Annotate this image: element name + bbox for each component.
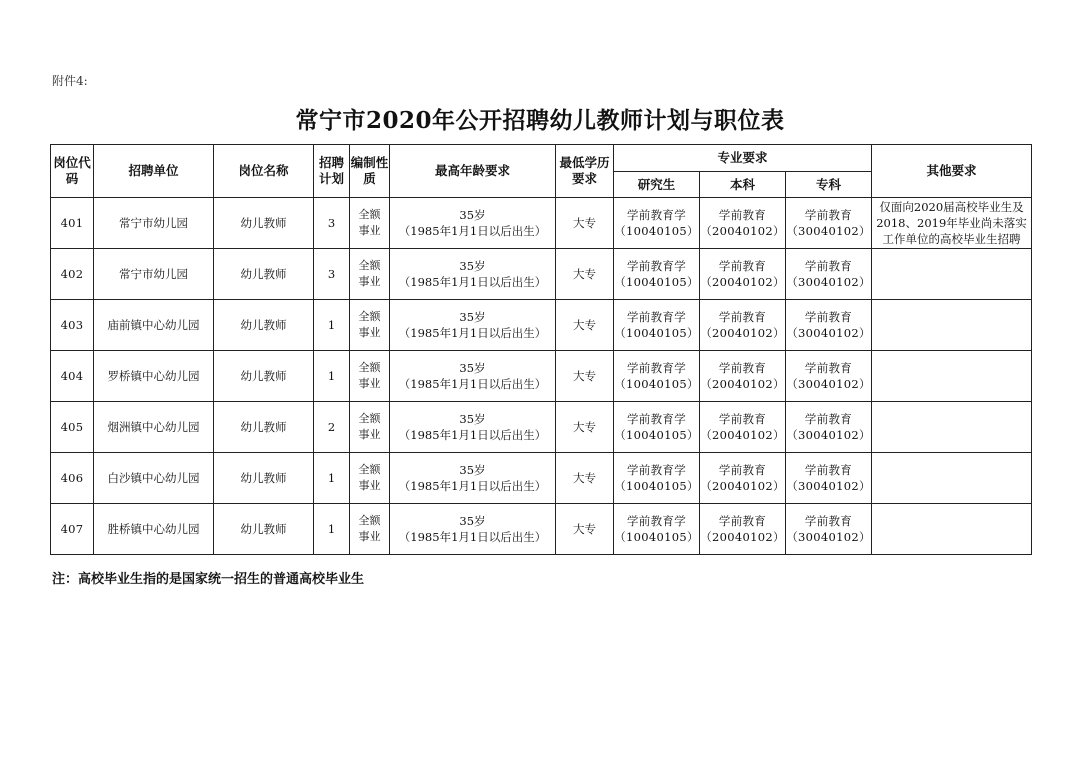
cell-age — [390, 402, 556, 453]
cell-plan: 3 — [314, 249, 350, 300]
header-major-bachelor: 本科 — [700, 172, 786, 198]
header-nature: 编制性质 — [350, 145, 390, 198]
cell-unit: 烟洲镇中心幼儿园 — [94, 402, 214, 453]
table-header-row — [51, 145, 1032, 172]
cell-other — [872, 504, 1032, 555]
header-code: 岗位代码 — [51, 145, 94, 198]
cell-unit: 常宁市幼儿园 — [94, 249, 214, 300]
major-name: 学前教育 — [804, 259, 853, 273]
cell-major-graduate — [614, 351, 700, 402]
cell-major-bachelor — [700, 504, 786, 555]
cell-major-graduate — [614, 402, 700, 453]
major-code: （10040105） — [614, 377, 699, 391]
cell-major-bachelor — [700, 300, 786, 351]
header-position: 岗位名称 — [214, 145, 314, 198]
cell-age — [390, 453, 556, 504]
birth-date-limit: （1985年1月1日以后出生） — [398, 224, 547, 238]
cell-major-college — [786, 453, 872, 504]
cell-major-bachelor — [700, 249, 786, 300]
cell-age — [390, 504, 556, 555]
birth-date-limit: （1985年1月1日以后出生） — [398, 275, 547, 289]
cell-nature: 全额事业 — [350, 504, 390, 555]
age-limit: 35岁 — [459, 412, 486, 426]
major-code: （10040105） — [614, 428, 699, 442]
cell-position: 幼儿教师 — [214, 198, 314, 249]
major-name: 学前教育学 — [627, 208, 686, 222]
cell-unit: 庙前镇中心幼儿园 — [94, 300, 214, 351]
table-row — [51, 504, 1032, 555]
cell-plan: 1 — [314, 504, 350, 555]
cell-major-graduate — [614, 504, 700, 555]
major-name: 学前教育 — [718, 412, 767, 426]
major-name: 学前教育学 — [627, 310, 686, 324]
cell-age — [390, 351, 556, 402]
cell-code: 405 — [51, 402, 94, 453]
cell-major-bachelor — [700, 198, 786, 249]
cell-major-bachelor — [700, 351, 786, 402]
header-unit: 招聘单位 — [94, 145, 214, 198]
major-code: （10040105） — [614, 479, 699, 493]
cell-major-college — [786, 402, 872, 453]
cell-major-bachelor — [700, 402, 786, 453]
age-limit: 35岁 — [459, 514, 486, 528]
cell-age — [390, 198, 556, 249]
cell-other — [872, 453, 1032, 504]
major-code: （30040102） — [786, 428, 871, 442]
major-code: （10040105） — [614, 530, 699, 544]
cell-other — [872, 351, 1032, 402]
cell-position: 幼儿教师 — [214, 249, 314, 300]
major-code: （20040102） — [700, 530, 785, 544]
birth-date-limit: （1985年1月1日以后出生） — [398, 428, 547, 442]
major-name: 学前教育学 — [627, 412, 686, 426]
table-row — [51, 198, 1032, 249]
major-code: （10040105） — [614, 326, 699, 340]
cell-other: 仅面向2020届高校毕业生及2018、2019年毕业尚未落实工作单位的高校毕业生招聘 — [872, 198, 1032, 249]
major-code: （20040102） — [700, 479, 785, 493]
cell-code: 407 — [51, 504, 94, 555]
major-code: （20040102） — [700, 428, 785, 442]
cell-nature: 全额事业 — [350, 402, 390, 453]
footnote: 注：高校毕业生指的是国家统一招生的普通高校毕业生 — [52, 572, 365, 587]
major-code: （20040102） — [700, 377, 785, 391]
major-code: （30040102） — [786, 326, 871, 340]
table-row — [51, 402, 1032, 453]
cell-education: 大专 — [556, 300, 614, 351]
cell-code: 401 — [51, 198, 94, 249]
cell-nature: 全额事业 — [350, 249, 390, 300]
major-name: 学前教育 — [804, 310, 853, 324]
major-name: 学前教育 — [804, 514, 853, 528]
header-major: 专业要求 — [614, 145, 872, 172]
cell-education: 大专 — [556, 351, 614, 402]
major-code: （30040102） — [786, 530, 871, 544]
attachment-label: 附件4: — [52, 74, 88, 88]
table-row — [51, 453, 1032, 504]
major-name: 学前教育 — [804, 463, 853, 477]
cell-major-college — [786, 300, 872, 351]
header-major-college: 专科 — [786, 172, 872, 198]
cell-major-college — [786, 249, 872, 300]
cell-age — [390, 249, 556, 300]
major-name: 学前教育 — [718, 310, 767, 324]
cell-other — [872, 249, 1032, 300]
cell-education: 大专 — [556, 249, 614, 300]
cell-plan: 1 — [314, 453, 350, 504]
major-name: 学前教育 — [804, 208, 853, 222]
birth-date-limit: （1985年1月1日以后出生） — [398, 326, 547, 340]
major-name: 学前教育学 — [627, 514, 686, 528]
major-name: 学前教育学 — [627, 463, 686, 477]
cell-code: 406 — [51, 453, 94, 504]
cell-unit: 常宁市幼儿园 — [94, 198, 214, 249]
cell-unit: 罗桥镇中心幼儿园 — [94, 351, 214, 402]
header-plan: 招聘计划 — [314, 145, 350, 198]
cell-major-college — [786, 198, 872, 249]
major-code: （20040102） — [700, 224, 785, 238]
major-name: 学前教育 — [718, 259, 767, 273]
major-code: （30040102） — [786, 275, 871, 289]
major-code: （30040102） — [786, 377, 871, 391]
recruitment-table — [50, 144, 1032, 555]
major-name: 学前教育 — [718, 208, 767, 222]
major-name: 学前教育 — [804, 361, 853, 375]
cell-major-college — [786, 504, 872, 555]
cell-code: 403 — [51, 300, 94, 351]
age-limit: 35岁 — [459, 259, 486, 273]
cell-plan: 2 — [314, 402, 350, 453]
major-name: 学前教育学 — [627, 259, 686, 273]
major-code: （10040105） — [614, 275, 699, 289]
major-code: （20040102） — [700, 326, 785, 340]
cell-education: 大专 — [556, 504, 614, 555]
header-age: 最高年龄要求 — [390, 145, 556, 198]
birth-date-limit: （1985年1月1日以后出生） — [398, 479, 547, 493]
cell-other — [872, 300, 1032, 351]
cell-position: 幼儿教师 — [214, 351, 314, 402]
cell-code: 402 — [51, 249, 94, 300]
cell-major-graduate — [614, 249, 700, 300]
cell-education: 大专 — [556, 453, 614, 504]
major-name: 学前教育 — [718, 463, 767, 477]
birth-date-limit: （1985年1月1日以后出生） — [398, 377, 547, 391]
age-limit: 35岁 — [459, 463, 486, 477]
major-name: 学前教育 — [718, 514, 767, 528]
cell-nature: 全额事业 — [350, 300, 390, 351]
birth-date-limit: （1985年1月1日以后出生） — [398, 530, 547, 544]
cell-major-graduate — [614, 453, 700, 504]
major-name: 学前教育 — [804, 412, 853, 426]
major-code: （30040102） — [786, 479, 871, 493]
cell-major-graduate — [614, 198, 700, 249]
age-limit: 35岁 — [459, 361, 486, 375]
cell-nature: 全额事业 — [350, 351, 390, 402]
cell-unit: 白沙镇中心幼儿园 — [94, 453, 214, 504]
age-limit: 35岁 — [459, 310, 486, 324]
cell-major-college — [786, 351, 872, 402]
cell-code: 404 — [51, 351, 94, 402]
cell-age — [390, 300, 556, 351]
cell-plan: 1 — [314, 300, 350, 351]
cell-position: 幼儿教师 — [214, 504, 314, 555]
cell-unit: 胜桥镇中心幼儿园 — [94, 504, 214, 555]
cell-other — [872, 402, 1032, 453]
cell-nature: 全额事业 — [350, 453, 390, 504]
cell-education: 大专 — [556, 402, 614, 453]
cell-major-bachelor — [700, 453, 786, 504]
header-other: 其他要求 — [872, 145, 1032, 198]
table-body — [51, 198, 1032, 555]
cell-plan: 3 — [314, 198, 350, 249]
major-code: （10040105） — [614, 224, 699, 238]
major-name: 学前教育 — [718, 361, 767, 375]
cell-major-graduate — [614, 300, 700, 351]
cell-nature: 全额事业 — [350, 198, 390, 249]
table-row — [51, 351, 1032, 402]
header-education: 最低学历要求 — [556, 145, 614, 198]
table-row — [51, 300, 1032, 351]
cell-education: 大专 — [556, 198, 614, 249]
header-major-graduate: 研究生 — [614, 172, 700, 198]
major-code: （30040102） — [786, 224, 871, 238]
cell-position: 幼儿教师 — [214, 300, 314, 351]
major-code: （20040102） — [700, 275, 785, 289]
document-title: 常宁市2020年公开招聘幼儿教师计划与职位表 — [295, 107, 785, 134]
table-row — [51, 249, 1032, 300]
cell-position: 幼儿教师 — [214, 453, 314, 504]
age-limit: 35岁 — [459, 208, 486, 222]
cell-plan: 1 — [314, 351, 350, 402]
cell-position: 幼儿教师 — [214, 402, 314, 453]
major-name: 学前教育学 — [627, 361, 686, 375]
